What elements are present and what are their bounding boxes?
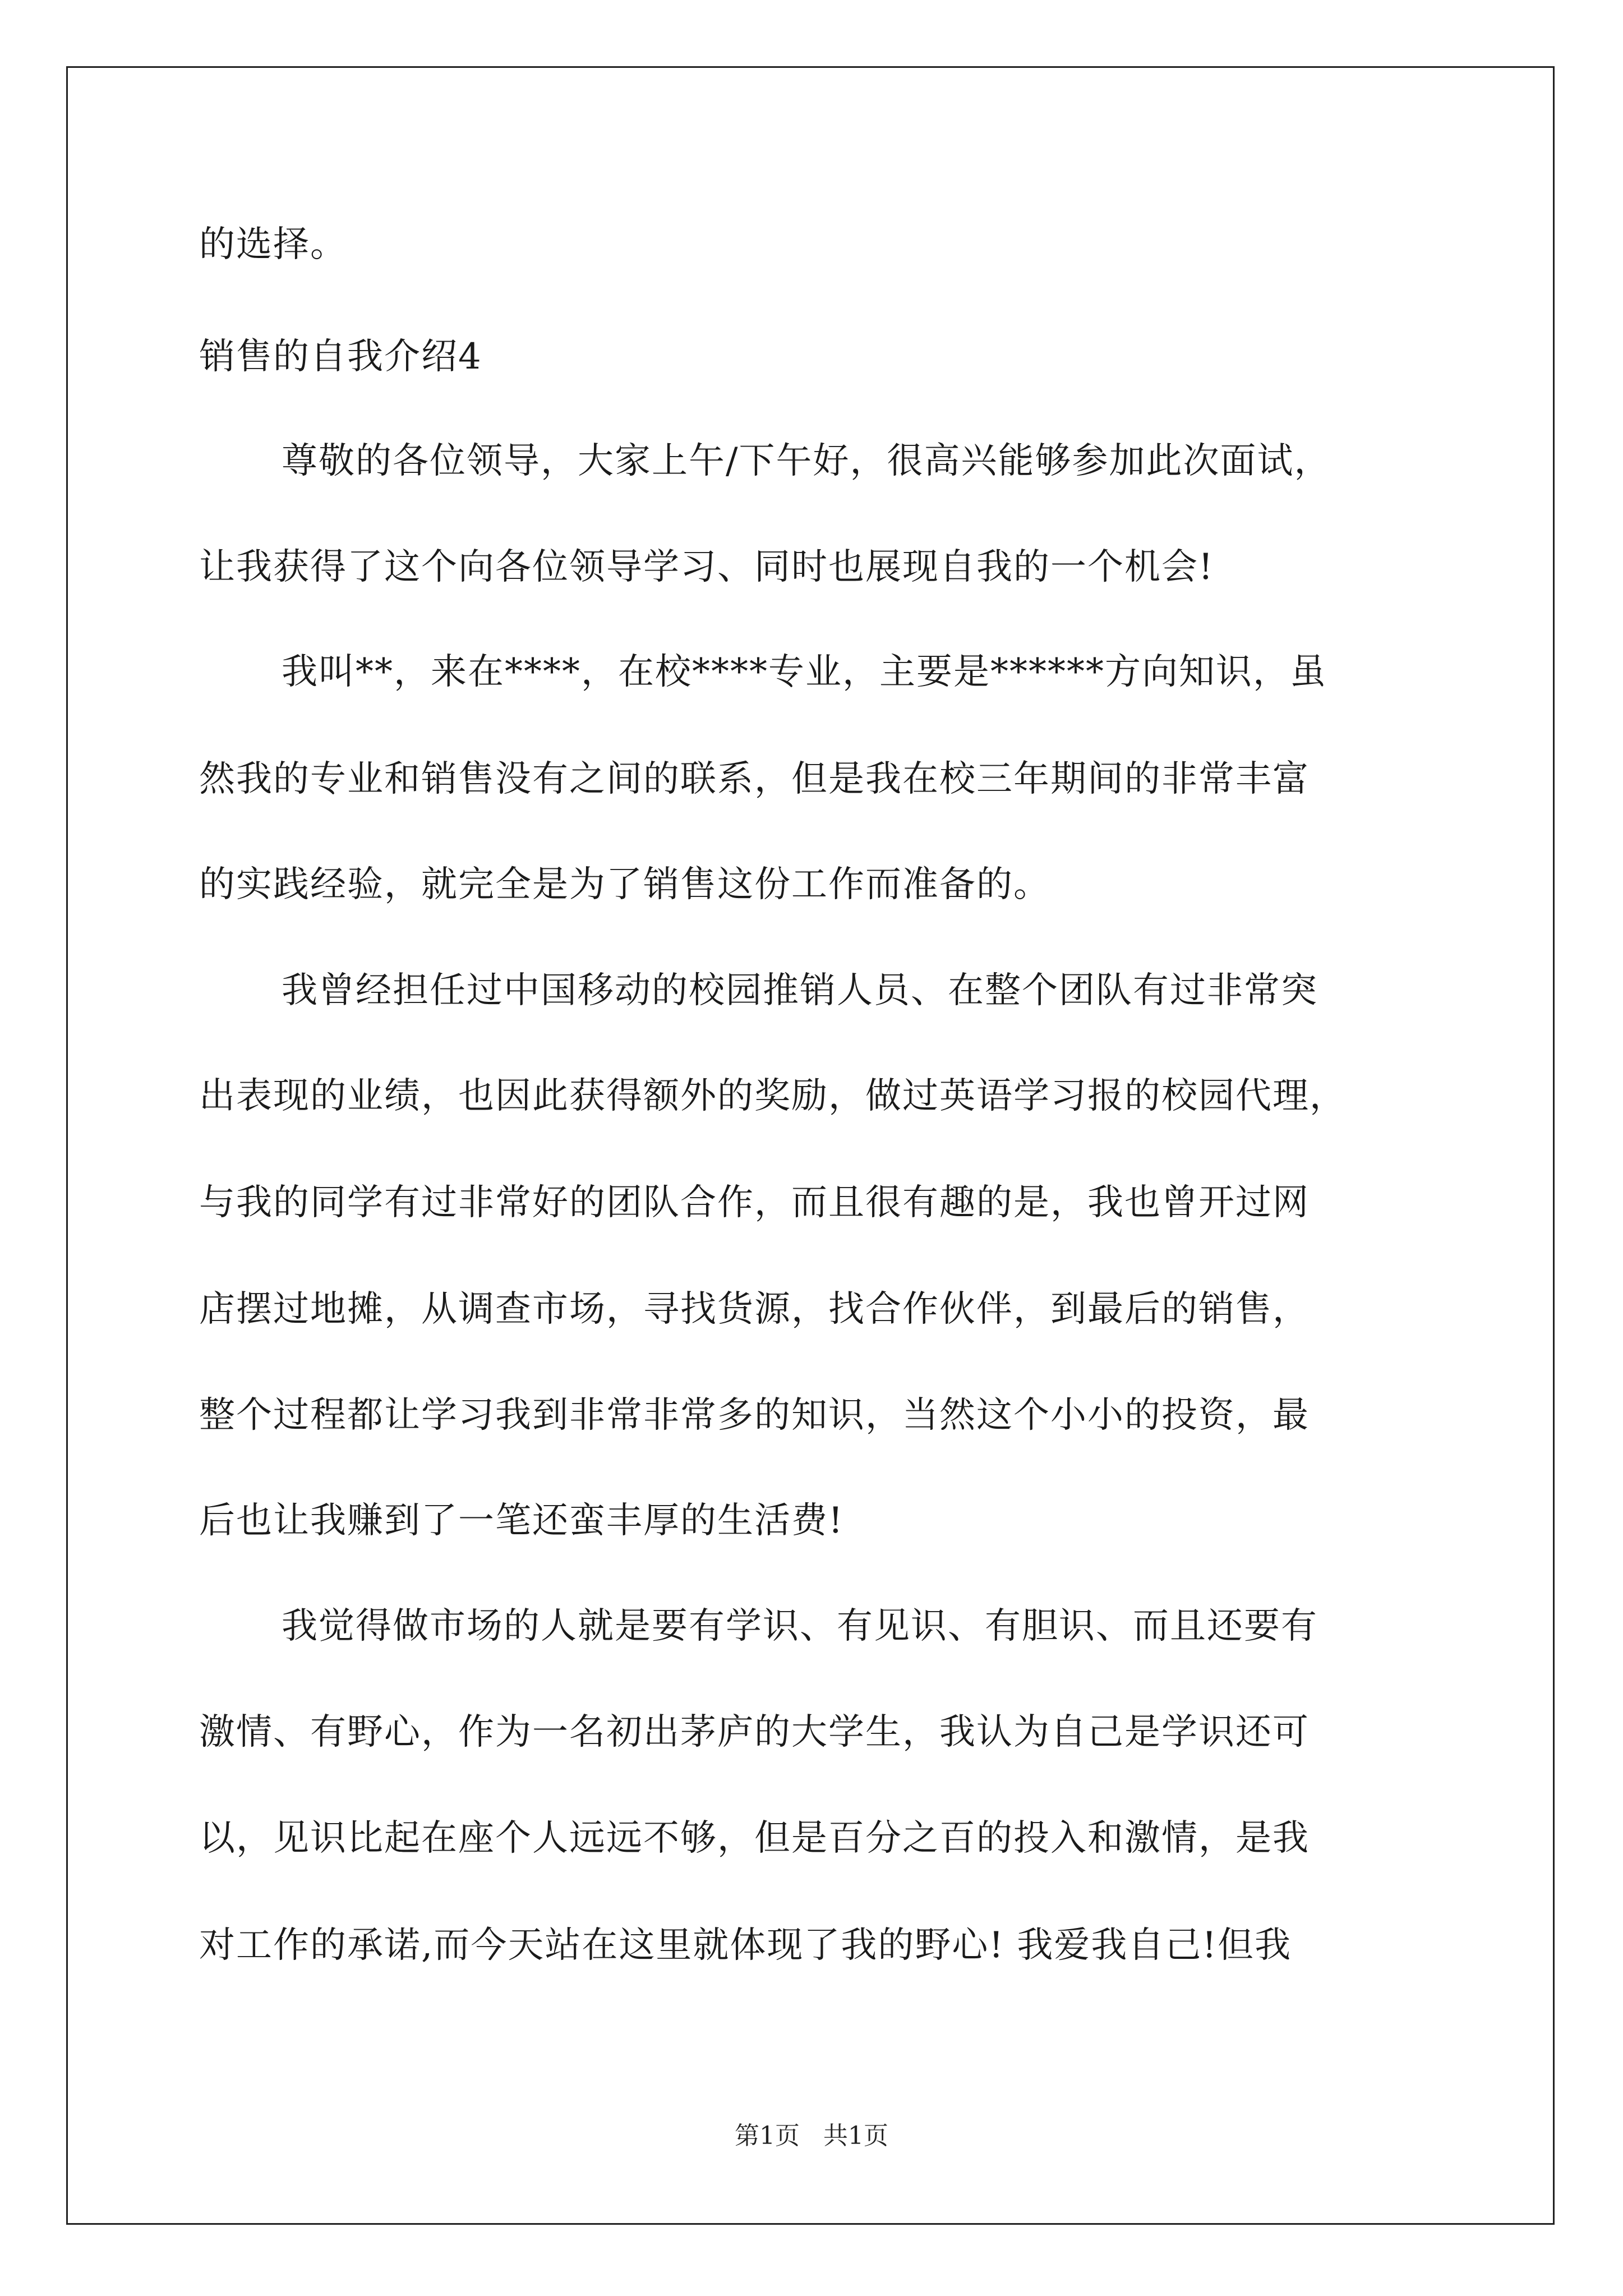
text-line: 以，见识比起在座个人远远不够，但是百分之百的投入和激情，是我 (199, 1818, 1310, 1859)
text-line: 我曾经担任过中国移动的校园推销人员、在整个团队有过非常突 (282, 970, 1318, 1011)
text-line: 激情、有野心，作为一名初出茅庐的大学生，我认为自己是学识还可 (199, 1711, 1310, 1753)
text-line: 的选择。 (199, 224, 347, 265)
text-line: 我觉得做市场的人就是要有学识、有见识、有胆识、而且还要有 (282, 1605, 1318, 1647)
page-frame (66, 66, 1555, 2225)
text-line: 店摆过地摊，从调查市场，寻找货源，找合作伙伴，到最后的销售， (199, 1289, 1310, 1330)
text-line: 尊敬的各位领导，大家上午/下午好，很高兴能够参加此次面试， (282, 440, 1331, 482)
text-line: 我叫**，来在****，在校****专业，主要是******方向知识，虽 (282, 651, 1327, 693)
text-line: 的实践经验，就完全是为了销售这份工作而准备的。 (199, 864, 1050, 905)
text-line: 让我获得了这个向各位领导学习、同时也展现自我的一个机会! (199, 546, 1214, 588)
section-heading: 销售的自我介绍4 (199, 336, 482, 378)
text-line: 与我的同学有过非常好的团队合作，而且很有趣的是，我也曾开过网 (199, 1182, 1310, 1223)
text-line: 后也让我赚到了一笔还蛮丰厚的生活费! (199, 1500, 844, 1542)
text-line: 出表现的业绩，也因此获得额外的奖励，做过英语学习报的校园代理， (199, 1075, 1347, 1117)
text-line: 整个过程都让学习我到非常非常多的知识，当然这个小小的投资，最 (199, 1395, 1310, 1436)
text-line: 然我的专业和销售没有之间的联系，但是我在校三年期间的非常丰富 (199, 758, 1310, 800)
text-line: 对工作的承诺,而今天站在这里就体现了我的野心! 我爱我自己!但我 (199, 1925, 1292, 1966)
page-number: 第1页 共1页 (735, 2122, 888, 2150)
